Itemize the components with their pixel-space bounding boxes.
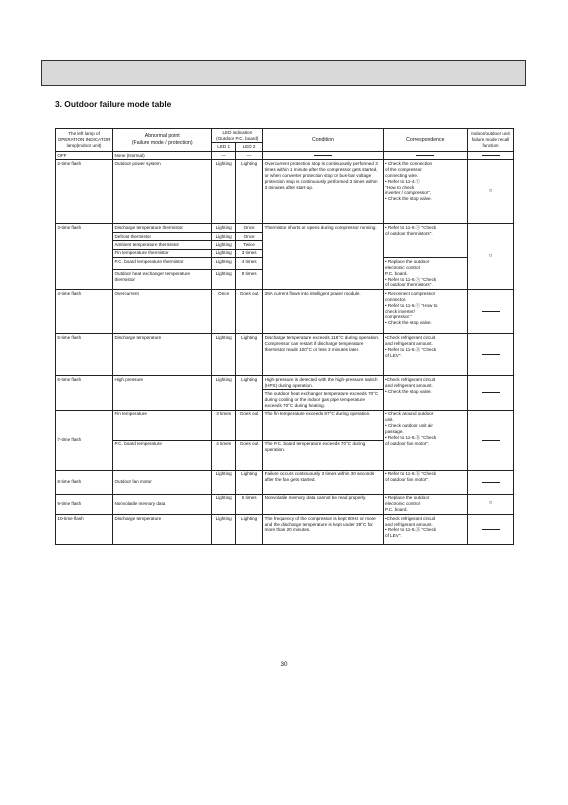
led1-cell: Lighting [212,249,236,257]
led2-cell: Lighting [235,160,262,224]
correspondence-cell: • Check around outdoor unit. • Check outdoor unit air passage. • Refer to 11-6.ⓑ "Check of outdoor fan motor". [383,410,467,470]
point-cell: Outdoor fan motor [113,470,212,494]
point-cell: Outdoor heat exchanger temperature thermistor [113,270,212,290]
led2-cell: Lighting [235,470,262,494]
correspondence-cell: • Refer to 11-6.ⓑ "Check of outdoor fan motor". [383,470,467,494]
table-row-8-time [56,470,514,494]
led1-cell: Lighting [212,514,236,544]
recall-mark: ○ [468,224,514,290]
recall-mark: ○ [468,160,514,224]
led1-cell: Lighting [212,224,236,232]
lamp-cell: 7-time flash [56,410,113,470]
led1-cell: Once [212,290,236,334]
led1-cell: Lighting [212,258,236,270]
point-cell: Overcurrent [113,290,212,334]
led1-cell: Lighting [212,232,236,240]
empty-dash-cell [468,290,514,334]
point-cell: Fin temperature [113,410,212,440]
point-cell: Discharge temperature thermistor [113,224,212,232]
led2-cell: Goes out [235,410,262,440]
lamp-cell: 6-time flash [56,376,113,411]
led2-cell: Goes out [235,440,262,470]
point-cell: High pressure [113,376,212,411]
point-cell: Discharge temperature [113,334,212,376]
empty-dash-cell [468,470,514,494]
empty-dash-cell [468,334,514,376]
led2-cell: Once [235,232,262,240]
condition-cell: The outdoor heat exchanger temperature exceeds 70°C during cooling or the indoor gas pipe temperature exceeds 70°C during heating. [263,390,383,410]
condition-cell: Discharge temperature exceeds 116°C during operation. Compressor can restart if discharge temperature thermistor reads 100°C or less 3 minutes later. [263,334,383,376]
condition-cell: The P.C. board temperature exceeds 70°C during operation. [263,440,383,470]
condition-cell: The frequency of the compressor is kept 60Hz or more and the discharge temperature is kept under 39°C for more than 20 minutes. [263,514,383,544]
led1-cell: 3 times [212,410,236,440]
table-row-6-time [56,376,514,390]
led2-cell: Goes out [235,290,262,334]
point-cell: Nonvolatile memory data [113,494,212,514]
point-cell: Defrost thermistor [113,232,212,240]
point-cell: Outdoor power system [113,160,212,224]
empty-dash-cell [468,151,514,159]
table-row-7-time [56,410,514,440]
correspondence-cell: •Check refrigerant circuit and refrigerant amount. • Refer to 11-6.ⓓ "Check of LEV". [383,334,467,376]
led1-cell: 4 times [212,440,236,470]
led2-cell: Twice [235,241,262,249]
led1-cell: Lighting [212,470,236,494]
header-led1: LED 1 [212,143,236,151]
empty-dash-cell [468,376,514,411]
led2-cell: Lighting [235,376,262,411]
table-row-2-time [56,160,514,224]
lamp-cell: OFF [56,151,113,159]
point-cell: None (Normal) [113,151,212,159]
table-row-4-time [56,290,514,334]
led1-cell: Lighting [212,376,236,411]
condition-cell: Overcurrent protection stop is continuously performed 3 times within 1 minute after the compressor gets started, or when converter protection stop or bus-bar voltage protection stop is continuously performed 3 times within 3 minutes after start-up. [263,160,383,224]
led2-cell: Lighting [235,334,262,376]
condition-cell: Nonvolatile memory data cannot be read properly. [263,494,383,514]
condition-cell: High-pressure is detected with the high-pressure switch (HPS) during operation. [263,376,383,390]
point-cell: P.C. board temperature [113,440,212,470]
recall-mark: ○ [468,494,514,514]
outdoor-failure-mode-table [55,128,514,545]
led1-cell: Lighting [212,241,236,249]
led1-cell: Lighting [212,494,236,514]
header-recall-function: Indoor/outdoor unit failure mode recall function [468,129,514,152]
lamp-cell: 5-time flash [56,334,113,376]
lamp-cell: 8-time flash [56,470,113,494]
header-band [41,60,526,86]
empty-dash-cell [468,410,514,470]
correspondence-cell: •Check refrigerant circuit and refrigerant amount. • Refer to 11-6.ⓓ "Check of LEV". [383,514,467,544]
point-cell: Fin temperature thermistor [113,249,212,257]
led1-cell: — [212,151,236,159]
empty-dash-cell [383,151,467,159]
header-abnormal-point: Abnormal point (Failure mode / protection) [113,129,212,152]
lamp-cell: 9-time flash [56,494,113,514]
point-cell: P.C. board temperature thermistor [113,258,212,270]
lamp-cell: 10-time flash [56,514,113,544]
table-row-5-time [56,334,514,376]
condition-cell: 28A current flows into intelligent power module. [263,290,383,334]
page-number: 30 [280,661,288,668]
correspondence-cell: • Check the connection of the compressor connecting wire. • Refer to 11-4.ⓒ "How to check inverter / compressor". • Check the stop valve. [383,160,467,224]
table-row-3-time [56,224,514,232]
empty-dash-cell [263,151,383,159]
correspondence-cell: • Refer to 11-6.ⓐ "Check of outdoor thermistors". [383,224,467,258]
correspondence-cell: •Check refrigerant circuit and refrigerant amount. • Check the stop valve. [383,376,467,411]
header-condition: Condition [263,129,383,152]
correspondence-cell: • Reconnect compressor connector. • Refer to 11-6.ⓒ "How to check inverter/ compressor." • Check the stop valve. [383,290,467,334]
lamp-cell: 4-time flash [56,290,113,334]
section-title: 3. Outdoor failure mode table [55,99,172,109]
condition-cell: The fin temperature exceeds 87°C during operation. [263,410,383,440]
led2-cell: Once [235,224,262,232]
led2-cell: — [235,151,262,159]
led1-cell: Lighting [212,334,236,376]
correspondence-cell: • Replace the outdoor electronic control P.C. board. [383,494,467,514]
point-cell: Ambient temperature thermistor [113,241,212,249]
point-cell: Discharge temperature [113,514,212,544]
empty-dash-cell [468,514,514,544]
header-left-lamp: The left lamp of OPERATION INDICATOR lamp(Indoor unit) [56,129,113,152]
header-led-indication: LED indication (Outdoor P.C. board) [212,129,263,143]
led2-cell: 3 times [235,249,262,257]
led2-cell: 9 times [235,270,262,290]
header-correspondence: Correspondence [383,129,467,152]
led2-cell: 4 times [235,258,262,270]
table-row-off [56,151,514,159]
led2-cell: Lighting [235,514,262,544]
header-led2: LED 2 [235,143,262,151]
led1-cell: Lighting [212,270,236,290]
condition-cell: Failure occurs continuously 3 times within 30 seconds after the fan gets started. [263,470,383,494]
correspondence-cell: • Replace the outdoor electronic control P.C. board. • Refer to 11-6.ⓐ "Check of outdoor thermistors". [383,258,467,290]
led1-cell: Lighting [212,160,236,224]
lamp-cell: 3-time flash [56,224,113,290]
condition-cell: Thermistor shorts or opens during compressor running. [263,224,383,290]
led2-cell: 5 times [235,494,262,514]
table-row-9-time [56,494,514,514]
table-row-10-time [56,514,514,544]
lamp-cell: 2-time flash [56,160,113,224]
